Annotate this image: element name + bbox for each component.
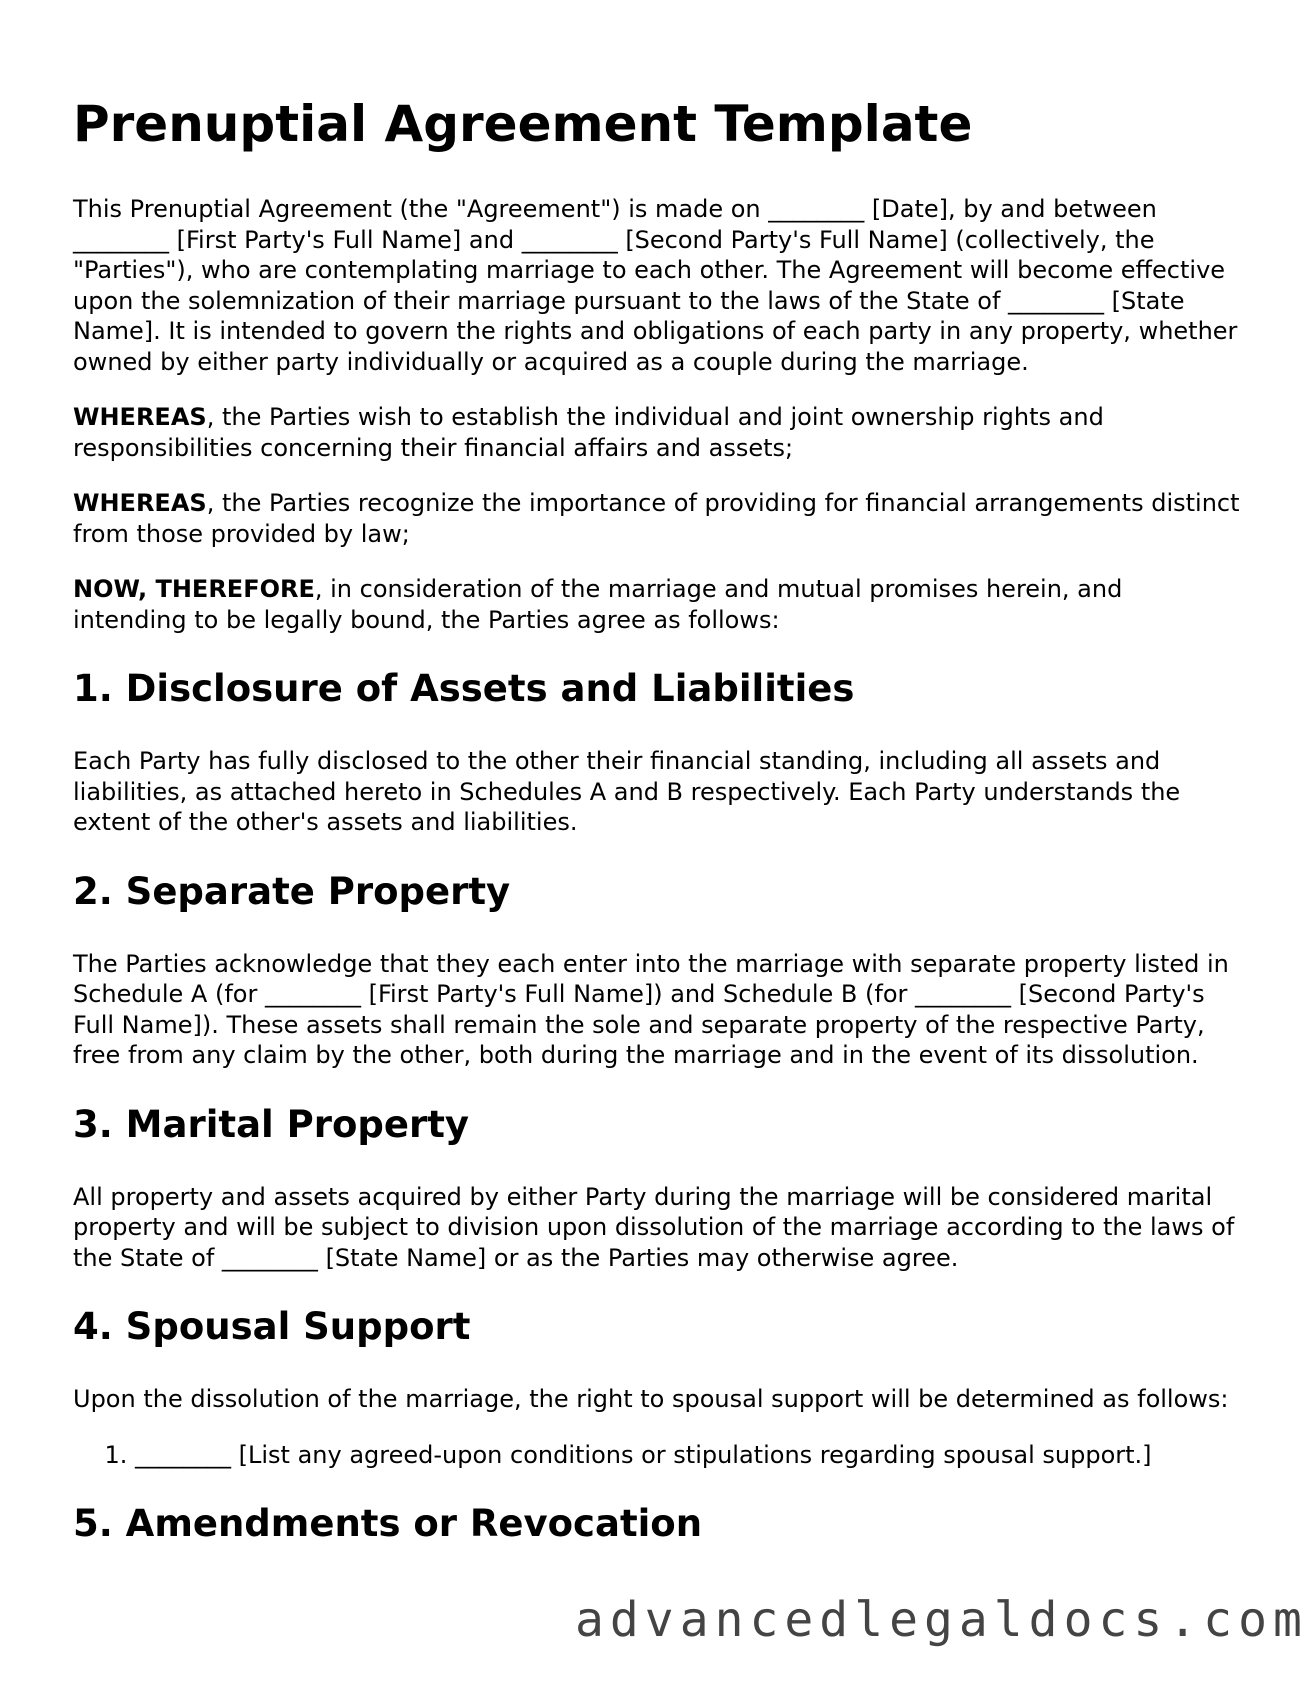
section-heading: 4. Spousal Support bbox=[73, 1305, 471, 1348]
recital-paragraph bbox=[73, 488, 1243, 549]
recital-paragraph bbox=[73, 574, 1243, 635]
recital-paragraph bbox=[73, 402, 1243, 463]
intro-paragraph: This Prenuptial Agreement (the "Agreement") is made on ________ [Date], by and between ________ [First Party's Full Name] and ________ [Second Party's Full Name] (collectively, the "Parties"), who are contemplating marriage to each other. The Agreement will become effective upon the solemnization of their marriage pursuant to the laws of the State of ________ [State Name]. It is intended to govern the rights and obligations of each party in any property, whether owned by either party individually or acquired as a couple during the marriage. bbox=[73, 195, 1238, 376]
document-page bbox=[73, 88, 1243, 1581]
recital-lead: WHEREAS bbox=[73, 403, 207, 431]
recital-lead: WHEREAS bbox=[73, 489, 207, 517]
spousal-support-list bbox=[73, 1440, 1243, 1471]
section-heading: 3. Marital Property bbox=[73, 1102, 470, 1146]
watermark-text: advancedlegaldocs.com bbox=[575, 1592, 1308, 1648]
recital-text: , in consideration of the marriage and mutual promises herein, and intending to be legally bound, the Parties agree as follows: bbox=[73, 575, 1123, 634]
section-body: The Parties acknowledge that they each enter into the marriage with separate property listed in Schedule A (for ________ [First Party's Full Name]) and Schedule B (for ________ [Second Party's Full Name]). These assets shall remain the sole and separate property of the respective Party, free from any claim by the other, both during the marriage and in the event of its dissolution. bbox=[73, 949, 1229, 1069]
recital-text: , the Parties wish to establish the individual and joint ownership rights and responsibilities concerning their financial affairs and assets; bbox=[73, 403, 1104, 462]
section-heading: 5. Amendments or Revocation bbox=[73, 1502, 703, 1545]
section-body: Upon the dissolution of the marriage, the right to spousal support will be determined as follows: bbox=[73, 1385, 1229, 1413]
section-heading: 1. Disclosure of Assets and Liabilities bbox=[73, 667, 855, 710]
section-body: All property and assets acquired by either Party during the marriage will be considered marital property and will be subject to division upon dissolution of the marriage according to the laws of the State of ________ [State Name] or as the Parties may otherwise agree. bbox=[73, 1182, 1235, 1272]
recital-text: , the Parties recognize the importance of providing for financial arrangements distinct from those provided by law; bbox=[73, 489, 1240, 548]
list-item: 1. ________ [List any agreed-upon conditions or stipulations regarding spousal support.] bbox=[135, 1440, 1243, 1471]
section-body: Each Party has fully disclosed to the other their financial standing, including all assets and liabilities, as attached hereto in Schedules A and B respectively. Each Party understands the extent of the other's assets and liabilities. bbox=[73, 747, 1181, 836]
document-title: Prenuptial Agreement Template bbox=[73, 95, 973, 153]
recital-lead: NOW, THEREFORE bbox=[73, 575, 315, 603]
section-heading: 2. Separate Property bbox=[73, 869, 511, 913]
